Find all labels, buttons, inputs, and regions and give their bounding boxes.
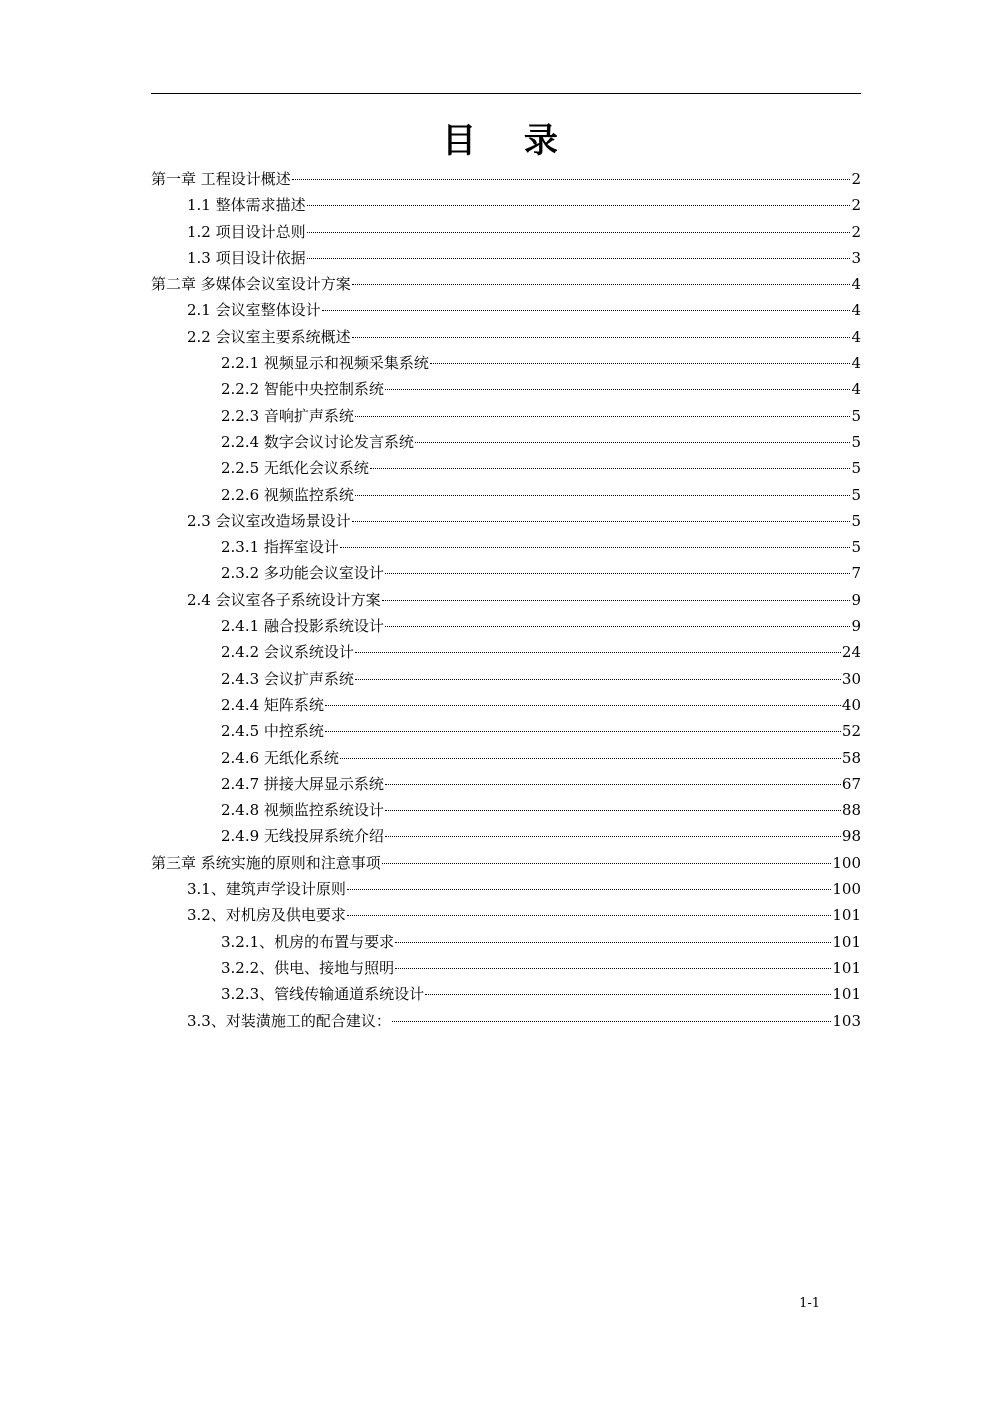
toc-entry-label: 3.2.1、机房的布置与要求 — [221, 932, 395, 951]
toc-entry-page: 2 — [851, 222, 861, 241]
toc-dot-leader — [352, 521, 851, 522]
toc-entry-label: 2.3.1 指挥室设计 — [221, 538, 339, 557]
toc-dot-leader — [355, 679, 841, 680]
page-title: 目 录 — [442, 121, 576, 161]
toc-entry-page: 58 — [841, 748, 861, 767]
toc-entry[interactable] — [151, 718, 861, 744]
toc-dot-leader — [385, 784, 841, 785]
toc-entry[interactable] — [151, 876, 861, 902]
toc-dot-leader — [325, 731, 841, 732]
toc-dot-leader — [347, 915, 832, 916]
toc-entry-label: 2.4.8 视频监控系统设计 — [221, 801, 384, 820]
toc-entry[interactable] — [151, 482, 861, 508]
toc-entry[interactable] — [151, 981, 861, 1007]
toc-dot-leader — [395, 942, 831, 943]
header-rule — [151, 93, 861, 94]
toc-entry[interactable] — [151, 297, 861, 323]
toc-entry[interactable] — [151, 587, 861, 613]
toc-dot-leader — [382, 600, 851, 601]
toc-entry-page: 4 — [851, 354, 861, 373]
toc-entry[interactable] — [151, 666, 861, 692]
toc-entry[interactable] — [151, 560, 861, 586]
toc-dot-leader — [292, 179, 851, 180]
toc-entry-page: 4 — [851, 275, 861, 294]
toc-dot-leader — [370, 468, 851, 469]
toc-entry-page: 5 — [851, 538, 861, 557]
toc-entry-label: 3.2.2、供电、接地与照明 — [221, 958, 395, 977]
toc-entry-page: 98 — [841, 827, 861, 846]
toc-entry-label: 1.2 项目设计总则 — [187, 222, 306, 241]
toc-entry-label: 2.1 会议室整体设计 — [187, 301, 321, 320]
toc-entry-label: 2.4.5 中控系统 — [221, 722, 324, 741]
toc-entry-page: 101 — [832, 932, 861, 951]
toc-entry[interactable] — [151, 613, 861, 639]
toc-entry-page: 7 — [851, 564, 861, 583]
toc-entry[interactable] — [151, 192, 861, 218]
toc-entry-label: 2.4.1 融合投影系统设计 — [221, 617, 384, 636]
toc-dot-leader — [307, 232, 851, 233]
toc-entry[interactable] — [151, 745, 861, 771]
toc-entry[interactable] — [151, 166, 861, 192]
toc-dot-leader — [385, 626, 851, 627]
toc-entry-page: 5 — [851, 459, 861, 478]
toc-dot-leader — [352, 284, 851, 285]
toc-entry-page: 101 — [832, 985, 861, 1004]
toc-entry-page: 5 — [851, 485, 861, 504]
toc-dot-leader — [385, 573, 851, 574]
toc-entry-label: 2.3.2 多功能会议室设计 — [221, 564, 384, 583]
toc-entry[interactable] — [151, 771, 861, 797]
toc-entry-label: 2.2 会议室主要系统概述 — [187, 327, 351, 346]
toc-dot-leader — [395, 968, 831, 969]
toc-entry-page: 5 — [851, 432, 861, 451]
toc-entry-page: 4 — [851, 380, 861, 399]
toc-dot-leader — [415, 442, 851, 443]
toc-dot-leader — [347, 889, 832, 890]
toc-entry-page: 2 — [851, 196, 861, 215]
toc-dot-leader — [425, 994, 831, 995]
toc-dot-leader — [307, 258, 851, 259]
toc-entry-page: 101 — [832, 958, 861, 977]
toc-entry[interactable] — [151, 955, 861, 981]
toc-entry-page: 9 — [851, 590, 861, 609]
toc-entry[interactable] — [151, 797, 861, 823]
toc-entry-page: 40 — [841, 695, 861, 714]
toc-entry[interactable] — [151, 850, 861, 876]
toc-entry-page: 30 — [841, 669, 861, 688]
toc-entry-label: 2.4.2 会议系统设计 — [221, 643, 354, 662]
toc-entry-label: 2.4 会议室各子系统设计方案 — [187, 590, 381, 609]
toc-entry-page: 52 — [841, 722, 861, 741]
toc-dot-leader — [322, 310, 851, 311]
toc-entry-page: 100 — [832, 853, 861, 872]
toc-entry[interactable] — [151, 1008, 861, 1034]
toc-entry-page: 3 — [851, 248, 861, 267]
toc-entry[interactable] — [151, 350, 861, 376]
toc-entry-page: 88 — [841, 801, 861, 820]
toc-dot-leader — [430, 363, 851, 364]
toc-entry[interactable] — [151, 823, 861, 849]
toc-entry-label: 1.1 整体需求描述 — [187, 196, 306, 215]
toc-entry-label: 2.2.4 数字会议讨论发言系统 — [221, 432, 414, 451]
toc-entry-label: 2.4.7 拼接大屏显示系统 — [221, 774, 384, 793]
toc-entry-label: 2.2.6 视频监控系统 — [221, 485, 354, 504]
toc-dot-leader — [352, 337, 851, 338]
toc-entry-label: 3.2、对机房及供电要求 — [187, 906, 346, 925]
toc-entry-label: 1.3 项目设计依据 — [187, 248, 306, 267]
toc-dot-leader — [385, 810, 841, 811]
toc-entry-label: 3.3、对装潢施工的配合建议： — [187, 1011, 391, 1030]
toc-entry-label: 2.2.3 音响扩声系统 — [221, 406, 354, 425]
toc-entry[interactable] — [151, 403, 861, 429]
toc-entry[interactable] — [151, 902, 861, 928]
toc-dot-leader — [340, 547, 851, 548]
toc-entry-page: 5 — [851, 406, 861, 425]
toc-entry[interactable] — [151, 508, 861, 534]
toc-entry-page: 2 — [851, 170, 861, 188]
toc-entry-page: 4 — [851, 301, 861, 320]
toc-entry[interactable] — [151, 271, 861, 297]
toc-entry-page: 24 — [841, 643, 861, 662]
toc-dot-leader — [392, 1021, 832, 1022]
toc-dot-leader — [382, 863, 832, 864]
page-number: 1-1 — [799, 1296, 820, 1311]
toc-entry-label: 2.4.6 无纸化系统 — [221, 748, 339, 767]
toc-entry-label: 2.2.2 智能中央控制系统 — [221, 380, 384, 399]
toc-entry-label: 2.2.1 视频显示和视频采集系统 — [221, 354, 429, 373]
toc-dot-leader — [355, 652, 841, 653]
toc-dot-leader — [340, 758, 841, 759]
toc-entry[interactable] — [151, 639, 861, 665]
toc-entry[interactable] — [151, 429, 861, 455]
toc-dot-leader — [325, 705, 841, 706]
toc-entry-label: 2.2.5 无纸化会议系统 — [221, 459, 369, 478]
toc-entry-label: 第一章 工程设计概述 — [151, 170, 291, 188]
toc-entry-label: 第三章 系统实施的原则和注意事项 — [151, 853, 381, 872]
toc-entry[interactable] — [151, 534, 861, 560]
toc-entry-label: 2.4.9 无线投屏系统介绍 — [221, 827, 384, 846]
toc-dot-leader — [385, 389, 851, 390]
toc-dot-leader — [385, 836, 841, 837]
toc-entry-page: 5 — [851, 511, 861, 530]
toc-entry-label: 2.3 会议室改造场景设计 — [187, 511, 351, 530]
toc-entry-page: 101 — [832, 906, 861, 925]
toc-entry[interactable] — [151, 376, 861, 402]
toc-entry[interactable] — [151, 692, 861, 718]
toc-entry[interactable] — [151, 324, 861, 350]
toc-dot-leader — [355, 495, 851, 496]
toc-entry-label: 2.4.4 矩阵系统 — [221, 695, 324, 714]
toc-entry[interactable] — [151, 219, 861, 245]
toc-entry[interactable] — [151, 929, 861, 955]
toc-dot-leader — [355, 416, 851, 417]
table-of-contents — [151, 166, 861, 1034]
toc-entry-label: 3.2.3、管线传输通道系统设计 — [221, 985, 425, 1004]
toc-entry-label: 2.4.3 会议扩声系统 — [221, 669, 354, 688]
toc-entry-label: 第二章 多媒体会议室设计方案 — [151, 275, 351, 294]
toc-entry-page: 100 — [832, 880, 861, 899]
toc-entry-page: 9 — [851, 617, 861, 636]
toc-entry-page: 67 — [841, 774, 861, 793]
toc-entry-page: 103 — [832, 1011, 861, 1030]
toc-entry-label: 3.1、建筑声学设计原则 — [187, 880, 346, 899]
toc-entry[interactable] — [151, 455, 861, 481]
toc-entry[interactable] — [151, 245, 861, 271]
toc-entry-page: 4 — [851, 327, 861, 346]
toc-dot-leader — [307, 205, 851, 206]
